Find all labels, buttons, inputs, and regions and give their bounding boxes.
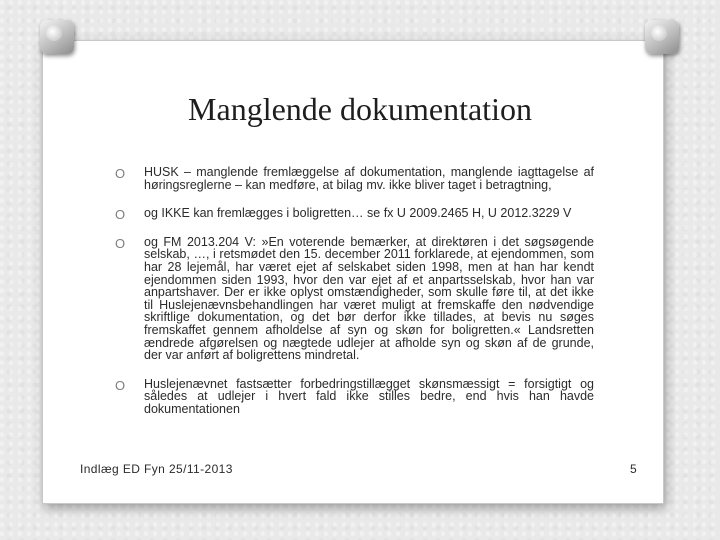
bullet-item bbox=[115, 234, 594, 363]
slide-footer: Indlæg ED Fyn 25/11-2013 bbox=[80, 462, 233, 476]
bullet-marker: O bbox=[115, 235, 126, 251]
page-number: 5 bbox=[630, 462, 637, 476]
bullet-text: og IKKE kan fremlægges i boligretten… se fx U 2009.2465 H, U 2012.3229 V bbox=[144, 206, 572, 221]
bullet-text: HUSK – manglende fremlæggelse af dokumentation, manglende iagttagelse af høringsreglerne – kan medføre, at bilag mv. ikke bliver taget i betragtning, bbox=[144, 165, 594, 192]
bullet-item bbox=[115, 206, 594, 223]
bullet-item bbox=[115, 165, 594, 192]
pin-icon bbox=[40, 20, 74, 54]
bullet-item bbox=[115, 376, 594, 416]
bullet-marker: O bbox=[115, 377, 126, 393]
bullet-marker: O bbox=[115, 207, 126, 223]
bullet-list bbox=[115, 165, 594, 432]
bullet-marker: O bbox=[115, 166, 126, 181]
pin-icon bbox=[645, 20, 679, 54]
bullet-text: og FM 2013.204 V: »En voterende bemærker, at direktøren i det søgsøgende selskab, …, i retsmødet den 15. december 2011 forklarede, at ejendommen, som har 28 lejemål, har været ejet af selskabet siden 1998, men at han har kendt ejendommen siden 1993, hvor den var ejet af et anpartsselskab, hvor han var anpartshaver. Der er ikke oplyst omstændigheder, som skulle føre til, at det ikke til Huslejenævnsbehandlingen har været muligt at fremskaffe den nødvendige skriftlige dokumentation, og det bør derfor ikke tillades, at bevis nu søges fremskaffet gennem afholdelse af syn og skøn for boligretten.« Landsretten ændrede afgørelsen og nægtede udlejer at afholde syn og skøn af de grunde, der var anført af boligrettens mindretal. bbox=[144, 234, 594, 363]
bullet-text: Huslejenævnet fastsætter forbedringstillægget skønsmæssigt = forsigtigt og således at udlejer i hvert fald ikke stilles bedre, end hvis han havde dokumentationen bbox=[144, 376, 594, 416]
slide-title: Manglende dokumentation bbox=[188, 91, 532, 127]
